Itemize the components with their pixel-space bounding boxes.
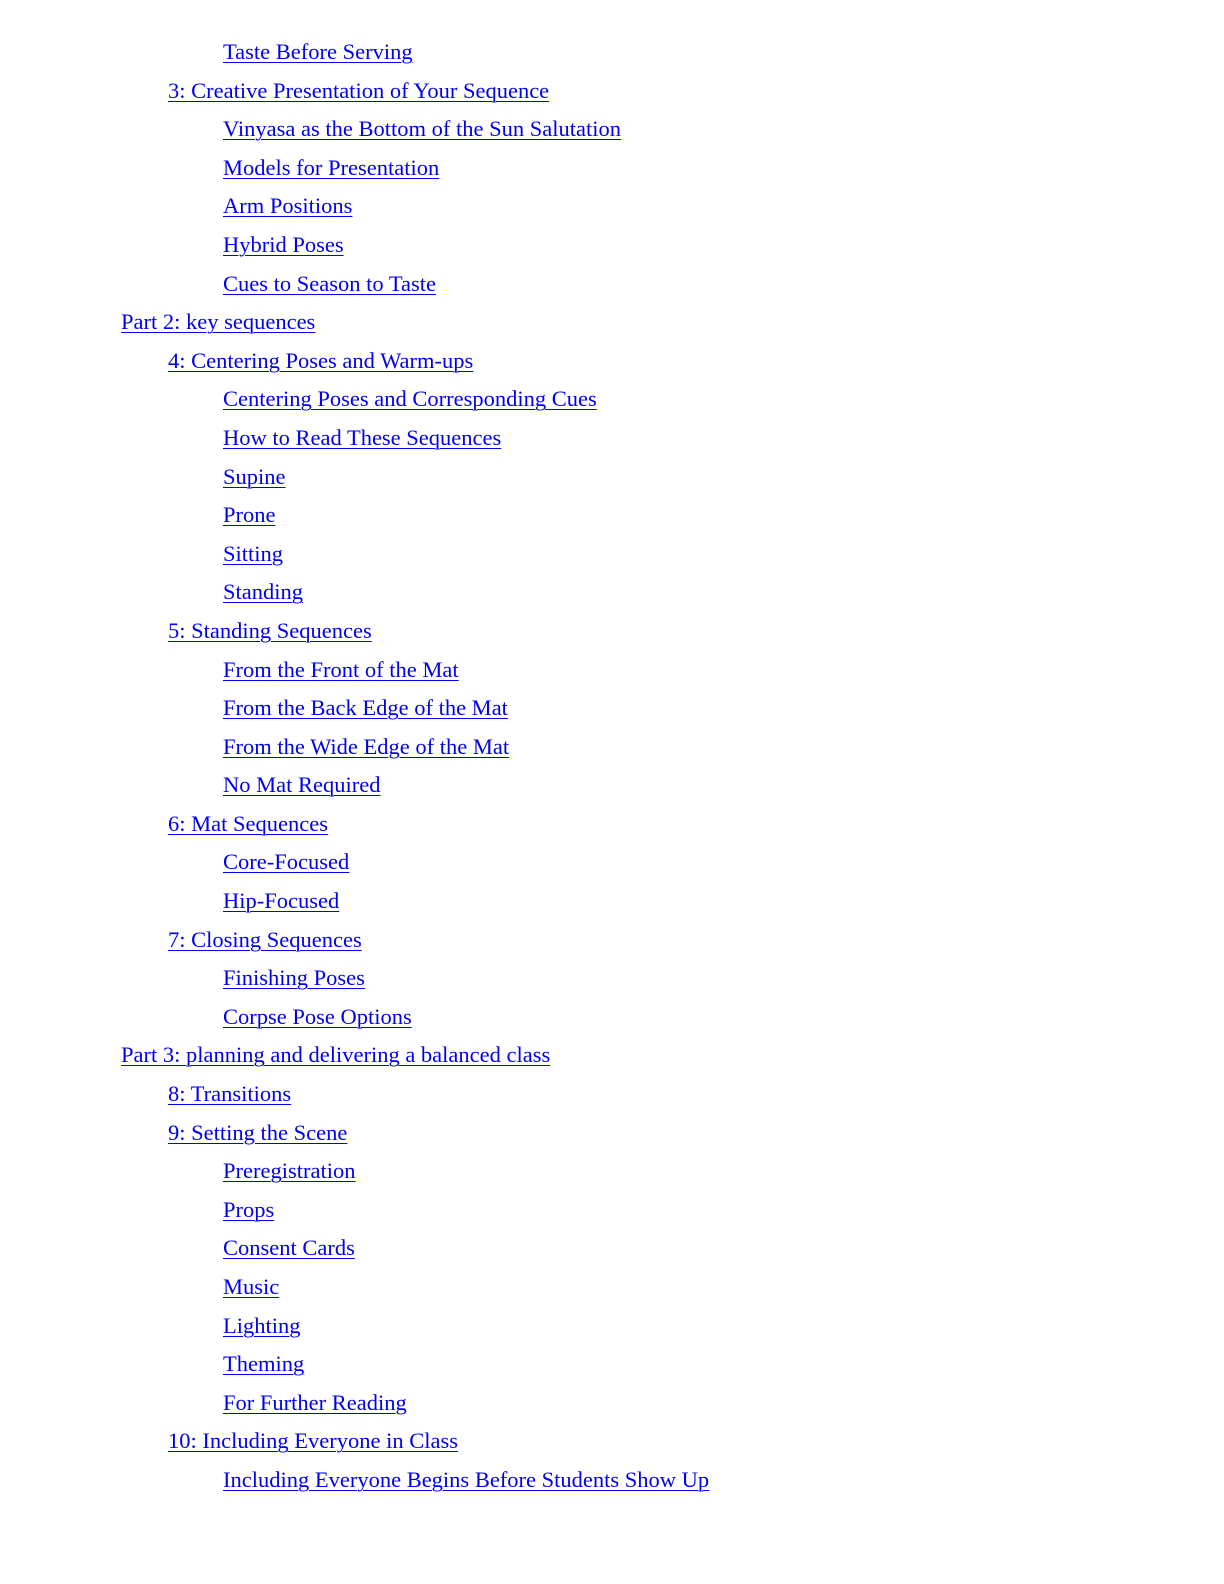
toc-entry	[0, 921, 1224, 960]
toc-link[interactable]: 6: Mat Sequences	[168, 810, 328, 836]
toc-entry	[0, 1075, 1224, 1114]
toc-link[interactable]: Theming	[223, 1351, 305, 1377]
toc-entry	[0, 1422, 1224, 1461]
toc-entry	[0, 149, 1224, 188]
toc-link[interactable]: 8: Transitions	[168, 1081, 292, 1107]
toc-link[interactable]: 4: Centering Poses and Warm-ups	[168, 347, 474, 373]
toc-entry	[0, 1461, 1224, 1500]
toc-link[interactable]: Part 2: key sequences	[121, 309, 316, 335]
toc-link[interactable]: 7: Closing Sequences	[168, 926, 362, 952]
toc-entry	[0, 419, 1224, 458]
toc-entry	[0, 1229, 1224, 1268]
toc-entry	[0, 303, 1224, 342]
toc-entry	[0, 1307, 1224, 1346]
toc-link[interactable]: Music	[223, 1274, 280, 1299]
toc-entry	[0, 651, 1224, 690]
toc-link[interactable]: For Further Reading	[223, 1389, 407, 1415]
toc-entry	[0, 496, 1224, 535]
toc-link[interactable]: Lighting	[223, 1312, 301, 1338]
toc-link[interactable]: Including Everyone Begins Before Students Show Up	[223, 1466, 710, 1492]
toc-link[interactable]: Taste Before Serving	[223, 39, 413, 64]
toc-link[interactable]: Prone	[223, 502, 276, 528]
toc-entry	[0, 959, 1224, 998]
toc-link[interactable]: Centering Poses and Corresponding Cues	[223, 386, 597, 412]
toc-entry	[0, 1268, 1224, 1307]
toc-link[interactable]: Standing	[223, 579, 304, 605]
toc-entry	[0, 805, 1224, 844]
toc-link[interactable]: From the Back Edge of the Mat	[223, 695, 508, 721]
toc-link[interactable]: Supine	[223, 463, 286, 489]
toc-entry	[0, 728, 1224, 767]
toc-entry	[0, 573, 1224, 612]
toc-entry	[0, 33, 1224, 72]
toc-entry	[0, 1114, 1224, 1153]
table-of-contents	[0, 33, 1224, 1500]
toc-entry	[0, 689, 1224, 728]
toc-link[interactable]: Vinyasa as the Bottom of the Sun Salutation	[223, 116, 621, 142]
toc-entry	[0, 1036, 1224, 1075]
toc-entry	[0, 882, 1224, 921]
toc-entry	[0, 110, 1224, 149]
toc-entry	[0, 380, 1224, 419]
toc-entry	[0, 342, 1224, 381]
toc-link[interactable]: Part 3: planning and delivering a balanced class	[121, 1042, 551, 1068]
toc-link[interactable]: Hybrid Poses	[223, 231, 344, 257]
toc-entry	[0, 1191, 1224, 1230]
toc-entry	[0, 265, 1224, 304]
toc-link[interactable]: No Mat Required	[223, 772, 381, 798]
toc-entry	[0, 766, 1224, 805]
toc-link[interactable]: Preregistration	[223, 1158, 356, 1184]
toc-link[interactable]: Cues to Season to Taste	[223, 270, 436, 296]
toc-link[interactable]: From the Front of the Mat	[223, 656, 459, 682]
toc-entry	[0, 226, 1224, 265]
toc-entry	[0, 535, 1224, 574]
toc-link[interactable]: Props	[223, 1196, 275, 1222]
toc-link[interactable]: From the Wide Edge of the Mat	[223, 733, 510, 759]
toc-entry	[0, 998, 1224, 1037]
toc-link[interactable]: Hip-Focused	[223, 888, 340, 914]
toc-link[interactable]: 10: Including Everyone in Class	[168, 1428, 458, 1454]
toc-link[interactable]: Core-Focused	[223, 849, 350, 875]
toc-link[interactable]: How to Read These Sequences	[223, 424, 502, 450]
toc-link[interactable]: 9: Setting the Scene	[168, 1119, 348, 1145]
toc-link[interactable]: Finishing Poses	[223, 965, 365, 991]
toc-link[interactable]: 5: Standing Sequences	[168, 617, 372, 643]
toc-link[interactable]: Consent Cards	[223, 1235, 355, 1261]
toc-entry	[0, 1152, 1224, 1191]
toc-entry	[0, 72, 1224, 111]
toc-link[interactable]: 3: Creative Presentation of Your Sequence	[168, 77, 550, 103]
toc-entry	[0, 1345, 1224, 1384]
toc-link[interactable]: Arm Positions	[223, 193, 353, 219]
toc-entry	[0, 1384, 1224, 1423]
toc-entry	[0, 612, 1224, 651]
toc-link[interactable]: Models for Presentation	[223, 154, 440, 180]
toc-link[interactable]: Sitting	[223, 540, 284, 566]
toc-entry	[0, 187, 1224, 226]
toc-link[interactable]: Corpse Pose Options	[223, 1003, 412, 1029]
toc-entry	[0, 458, 1224, 497]
toc-entry	[0, 843, 1224, 882]
